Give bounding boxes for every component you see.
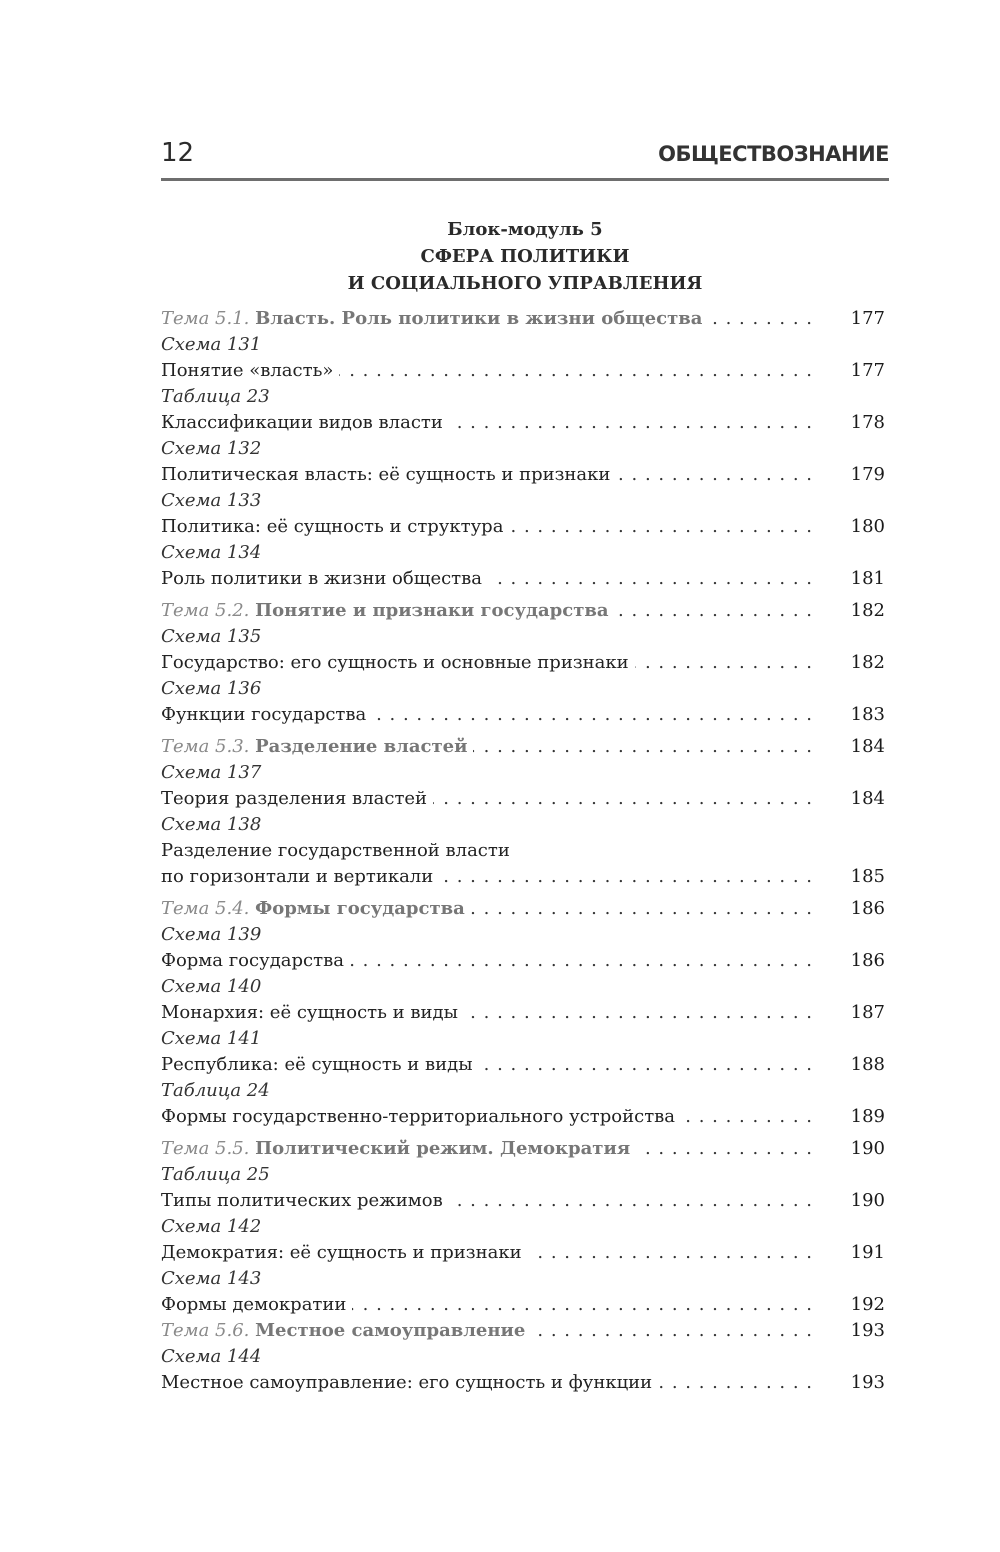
entry-title: Политика: её сущность и структура: [161, 516, 509, 537]
entry-title: по горизонтали и вертикали: [161, 866, 439, 887]
toc-entry: [161, 1052, 889, 1078]
topic-number: Тема 5.4.: [161, 898, 250, 919]
figure-label: Таблица 23: [161, 386, 270, 407]
page-number: 12: [161, 138, 195, 168]
page-ref: 192: [850, 1294, 885, 1315]
entry-title: Монархия: её сущность и виды: [161, 1002, 464, 1023]
figure-label: Таблица 24: [161, 1080, 270, 1101]
entry-title: Политическая власть: её сущность и признаки: [161, 464, 616, 485]
page-ref: 188: [850, 1054, 885, 1075]
toc-topic: [161, 598, 889, 624]
toc-topic: [161, 734, 889, 760]
page-ref: 186: [850, 898, 885, 919]
entry-title: Демократия: её сущность и признаки: [161, 1242, 528, 1263]
toc-topic: [161, 1318, 889, 1344]
toc-entry: [161, 410, 889, 436]
figure-label: Схема 142: [161, 1216, 262, 1237]
toc-entry: [161, 462, 889, 488]
entry-title: Понятие «власть»: [161, 360, 339, 381]
topic-title: Местное самоуправление: [255, 1320, 526, 1341]
toc-entry: [161, 1000, 889, 1026]
topic-title: Политический режим. Демократия: [255, 1138, 631, 1159]
entry-title: Республика: её сущность и виды: [161, 1054, 479, 1075]
page-ref: 189: [850, 1106, 885, 1127]
toc-entry: [161, 1104, 889, 1130]
page-ref: 177: [850, 360, 885, 381]
page-ref: 187: [850, 1002, 885, 1023]
topic-number: Тема 5.6.: [161, 1320, 250, 1341]
topic-title: Понятие и признаки государства: [255, 600, 609, 621]
page-ref: 182: [850, 600, 885, 621]
entry-title-line-1: Разделение государственной власти: [161, 840, 510, 861]
topic-number: Тема 5.5.: [161, 1138, 250, 1159]
topic-number: Тема 5.2.: [161, 600, 250, 621]
page-ref: 184: [850, 788, 885, 809]
entry-title: Формы государственно-территориального устройства: [161, 1106, 681, 1127]
figure-label: Схема 132: [161, 438, 262, 459]
topic-title: Власть. Роль политики в жизни общества: [255, 308, 703, 329]
figure-label: Таблица 25: [161, 1164, 270, 1185]
figure-label: Схема 136: [161, 678, 262, 699]
toc-topic: [161, 1136, 889, 1162]
toc-topic: [161, 896, 889, 922]
toc-entry: [161, 358, 889, 384]
topic-number: Тема 5.1.: [161, 308, 250, 329]
page-ref: 183: [850, 704, 885, 725]
toc-entry: [161, 1188, 889, 1214]
toc-entry: [161, 864, 889, 890]
figure-label: Схема 140: [161, 976, 262, 997]
toc-entry: [161, 514, 889, 540]
entry-title: Местное самоуправление: его сущность и функции: [161, 1372, 658, 1393]
block-module-label: Блок-модуль 5: [447, 219, 603, 240]
toc-entry: [161, 786, 889, 812]
toc-entry: [161, 566, 889, 592]
page-ref: 184: [850, 736, 885, 757]
entry-title: Функции государства: [161, 704, 372, 725]
entry-title: Роль политики в жизни общества: [161, 568, 488, 589]
page-ref: 190: [850, 1190, 885, 1211]
toc-entry: [161, 1370, 889, 1396]
figure-label: Схема 141: [161, 1028, 262, 1049]
page-ref: 177: [850, 308, 885, 329]
entry-title: Формы демократии: [161, 1294, 352, 1315]
toc-entry: [161, 948, 889, 974]
page-ref: 178: [850, 412, 885, 433]
topic-title: Разделение властей: [255, 736, 468, 757]
toc-entry: [161, 1240, 889, 1266]
figure-label: Схема 139: [161, 924, 262, 945]
figure-label: Схема 138: [161, 814, 262, 835]
topic-title: Формы государства: [255, 898, 465, 919]
page-ref: 182: [850, 652, 885, 673]
block-heading: [161, 216, 889, 297]
toc-entry: [161, 1292, 889, 1318]
page-ref: 193: [850, 1320, 885, 1341]
entry-title: Типы политических режимов: [161, 1190, 449, 1211]
figure-label: Схема 134: [161, 542, 262, 563]
page-ref: 193: [850, 1372, 885, 1393]
page-ref: 179: [850, 464, 885, 485]
toc-topic: [161, 306, 889, 332]
page-header: [161, 138, 889, 181]
figure-label: Схема 137: [161, 762, 262, 783]
toc-entry: [161, 702, 889, 728]
figure-label: Схема 144: [161, 1346, 262, 1367]
page-ref: 186: [850, 950, 885, 971]
figure-label: Схема 135: [161, 626, 262, 647]
figure-label: Схема 143: [161, 1268, 262, 1289]
figure-label: Схема 131: [161, 334, 262, 355]
entry-title: Теория разделения властей: [161, 788, 433, 809]
page-ref: 181: [850, 568, 885, 589]
entry-title: Государство: его сущность и основные признаки: [161, 652, 635, 673]
page-ref: 185: [850, 866, 885, 887]
toc-entry: [161, 650, 889, 676]
page-ref: 180: [850, 516, 885, 537]
entry-title: Форма государства: [161, 950, 350, 971]
table-of-contents: [161, 306, 889, 1396]
topic-number: Тема 5.3.: [161, 736, 250, 757]
page-ref: 190: [850, 1138, 885, 1159]
block-title-line-2: И СОЦИАЛЬНОГО УПРАВЛЕНИЯ: [347, 273, 703, 294]
page-ref: 191: [850, 1242, 885, 1263]
running-title: ОБЩЕСТВОЗНАНИЕ: [658, 142, 889, 166]
block-title-line-1: СФЕРА ПОЛИТИКИ: [420, 246, 630, 267]
entry-title: Классификации видов власти: [161, 412, 449, 433]
figure-label: Схема 133: [161, 490, 262, 511]
